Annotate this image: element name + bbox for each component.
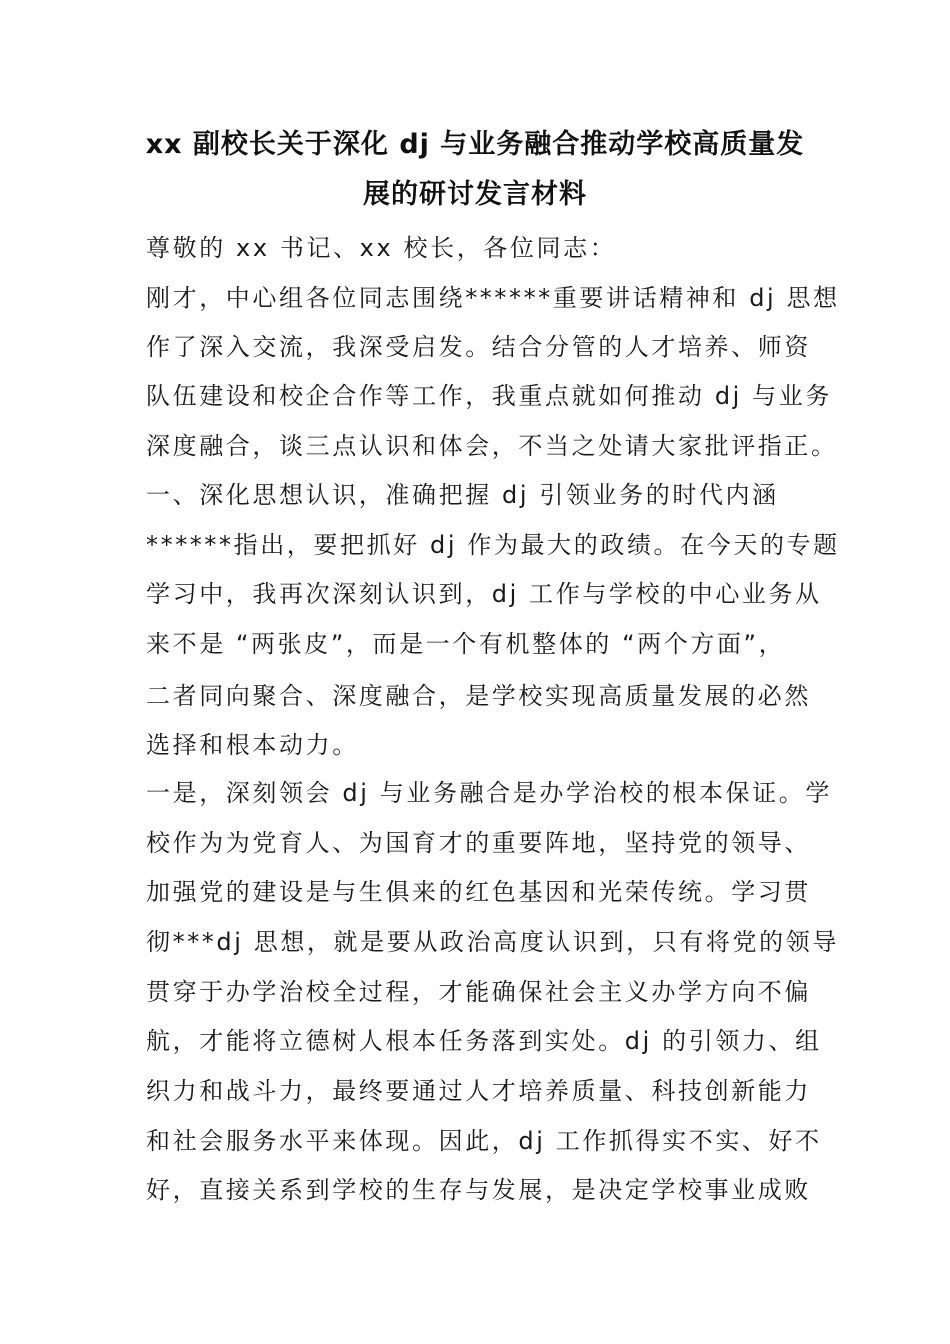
section-heading: 一、深化思想认识，准确把握 dj 引领业务的时代内涵 (146, 481, 779, 509)
body-line: 加强党的建设是与生俱来的红色基因和光荣传统。学习贯 (146, 878, 811, 906)
body-line: 织力和战斗力，最终要通过人才培养质量、科技创新能力 (146, 1077, 811, 1105)
body-line: 二者同向聚合、深度融合，是学校实现高质量发展的必然 (146, 682, 811, 710)
body-line: 彻***dj 思想，就是要从政治高度认识到，只有将党的领导 (146, 928, 839, 956)
body-line: 刚才，中心组各位同志围绕******重要讲话精神和 dj 思想 (146, 284, 840, 312)
body-line: 深度融合，谈三点认识和体会，不当之处请大家批评指正。 (146, 432, 838, 460)
body-line: 好，直接关系到学校的生存与发展，是决定学校事业成败 (146, 1176, 811, 1204)
body-line: 选择和根本动力。 (146, 731, 359, 759)
body-line: 航，才能将立德树人根本任务落到实处。dj 的引领力、组 (146, 1027, 822, 1055)
body-line: 校作为为党育人、为国育才的重要阵地，坚持党的领导、 (146, 829, 811, 857)
body-line: 贯穿于办学治校全过程，才能确保社会主义办学方向不偏 (146, 978, 811, 1006)
body-line: ******指出，要把抓好 dj 作为最大的政绩。在今天的专题 (146, 531, 840, 559)
salutation: 尊敬的 xx 书记、xx 校长，各位同志： (146, 234, 617, 262)
body-line: 队伍建设和校企合作等工作，我重点就如何推动 dj 与业务 (146, 382, 832, 410)
document-title-line-1: xx 副校长关于深化 dj 与业务融合推动学校高质量发 (145, 129, 805, 160)
body-line: 学习中，我再次深刻认识到，dj 工作与学校的中心业务从 (146, 580, 822, 608)
body-line: 来不是 “两张皮”，而是一个有机整体的 “两个方面”， (146, 630, 786, 658)
body-line: 作了深入交流，我深受启发。结合分管的人才培养、师资 (146, 333, 811, 361)
body-line: 一是，深刻领会 dj 与业务融合是办学治校的根本保证。学 (146, 779, 832, 807)
body-line: 和社会服务水平来体现。因此，dj 工作抓得实不实、好不 (146, 1127, 822, 1155)
document-title-line-2: 展的研讨发言材料 (363, 179, 587, 210)
